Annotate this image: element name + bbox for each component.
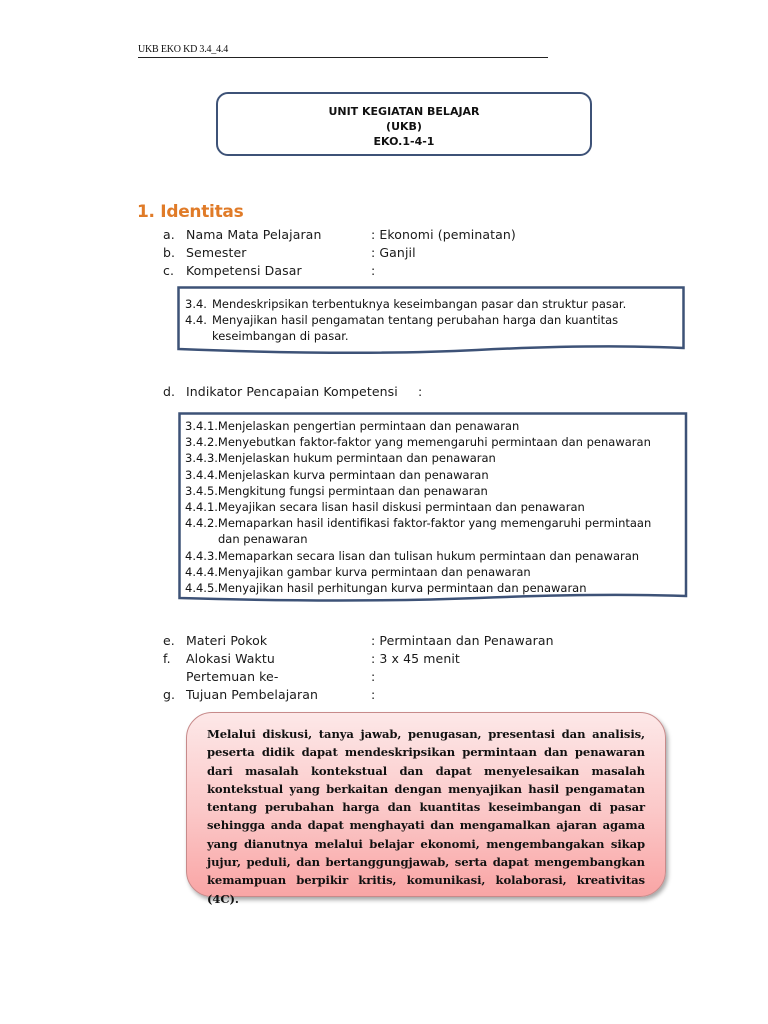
- row-marker: d.: [163, 384, 176, 399]
- row-value: : Ekonomi (peminatan): [371, 227, 516, 242]
- title-line-3: EKO.1-4-1: [373, 135, 435, 148]
- row-label: Tujuan Pembelajaran: [186, 687, 319, 702]
- row-marker: f.: [163, 651, 171, 666]
- row-label: Pertemuan ke-: [186, 669, 279, 684]
- row-label: Materi Pokok: [186, 633, 268, 648]
- row-value: : Ganjil: [371, 245, 416, 260]
- kd-item: [185, 312, 626, 328]
- title-line-1: UNIT KEGIATAN BELAJAR: [328, 105, 480, 118]
- kompetensi-dasar-box: [177, 286, 685, 356]
- indikator-item-continuation: dan penawaran: [218, 532, 308, 547]
- row-value: :: [371, 669, 376, 684]
- row-value: : Permintaan dan Penawaran: [371, 633, 554, 648]
- row-marker: a.: [163, 227, 175, 242]
- row-label: Nama Mata Pelajaran: [186, 227, 322, 242]
- header-divider: [138, 57, 548, 58]
- row-value: :: [371, 687, 376, 702]
- row-marker: c.: [163, 263, 175, 278]
- indikator-item: 4.4.1.Meyajikan secara lisan hasil diskusi permintaan dan penawaran: [185, 500, 585, 515]
- indikator-list: [185, 418, 651, 596]
- row-value: :: [371, 263, 376, 278]
- row-value: : 3 x 45 menit: [371, 651, 460, 666]
- kd-text: Mendeskripsikan terbentuknya keseimbangan pasar dan struktur pasar.: [212, 297, 627, 311]
- tujuan-box: [186, 712, 666, 906]
- title-box: [216, 92, 592, 156]
- indikator-item: 4.4.5.Menyajikan hasil perhitungan kurva permintaan dan penawaran: [185, 581, 587, 596]
- indikator-item: 4.4.2.Memaparkan hasil identifikasi faktor-faktor yang memengaruhi permintaan: [185, 516, 652, 531]
- indikator-item: 4.4.3.Memaparkan secara lisan dan tulisan hukum permintaan dan penawaran: [185, 548, 640, 563]
- title-line-2: (UKB): [386, 120, 422, 133]
- row-marker: b.: [163, 245, 176, 260]
- row-marker: g.: [163, 687, 176, 702]
- indikator-item: 3.4.1.Menjelaskan pengertian permintaan dan penawaran: [185, 419, 520, 433]
- page-header-text: UKB EKO KD 3.4_4.4: [138, 44, 229, 55]
- kd-text: Menyajikan hasil pengamatan tentang perubahan harga dan kuantitas: [212, 313, 619, 327]
- row-label: Indikator Pencapaian Kompetensi: [186, 384, 398, 399]
- row-label: Semester: [186, 245, 247, 260]
- section-title: 1. Identitas: [137, 202, 244, 222]
- kd-item: [185, 296, 626, 312]
- kd-number: 3.4.: [185, 297, 207, 311]
- row-value: :: [418, 384, 423, 399]
- kd-item-continuation: keseimbangan di pasar.: [212, 329, 349, 343]
- kd-list: [185, 296, 626, 344]
- indikator-item: 3.4.5.Mengkitung fungsi permintaan dan penawaran: [185, 483, 488, 498]
- row-label: Alokasi Waktu: [186, 651, 275, 666]
- indikator-item: 3.4.3.Menjelaskan hukum permintaan dan penawaran: [185, 451, 496, 466]
- tujuan-text: Melalui diskusi, tanya jawab, penugasan, presentasi dan analisis, peserta didik dapat mendeskripsikan permintaan dan penawaran dari masalah kontekstual dan dapat menyelesaikan masalah kontekstual yang berkaitan dengan menyajikan hasil pengamatan tentang perubahan harga dan kuantitas keseimbangan di pasar sehingga anda dapat menghayati dan mengamalkan ajaran agama yang dianutnya melalui belajar ekonomi, mengembangakan sikap jujur, peduli, dan bertanggungjawab, serta dapat mengembangkan kemampuan berpikir kritis, komunikasi, kolaborasi, kreativitas (4C).: [207, 727, 645, 906]
- indikator-item: 4.4.4.Menyajikan gambar kurva permintaan dan penawaran: [185, 564, 531, 579]
- indikator-item: 3.4.2.Menyebutkan faktor-faktor yang memengaruhi permintaan dan penawaran: [185, 435, 651, 450]
- row-marker: e.: [163, 633, 175, 648]
- indikator-item: 3.4.4.Menjelaskan kurva permintaan dan penawaran: [185, 467, 489, 482]
- kd-number: 4.4.: [185, 313, 207, 327]
- row-label: Kompetensi Dasar: [186, 263, 302, 278]
- indikator-box: [178, 412, 688, 604]
